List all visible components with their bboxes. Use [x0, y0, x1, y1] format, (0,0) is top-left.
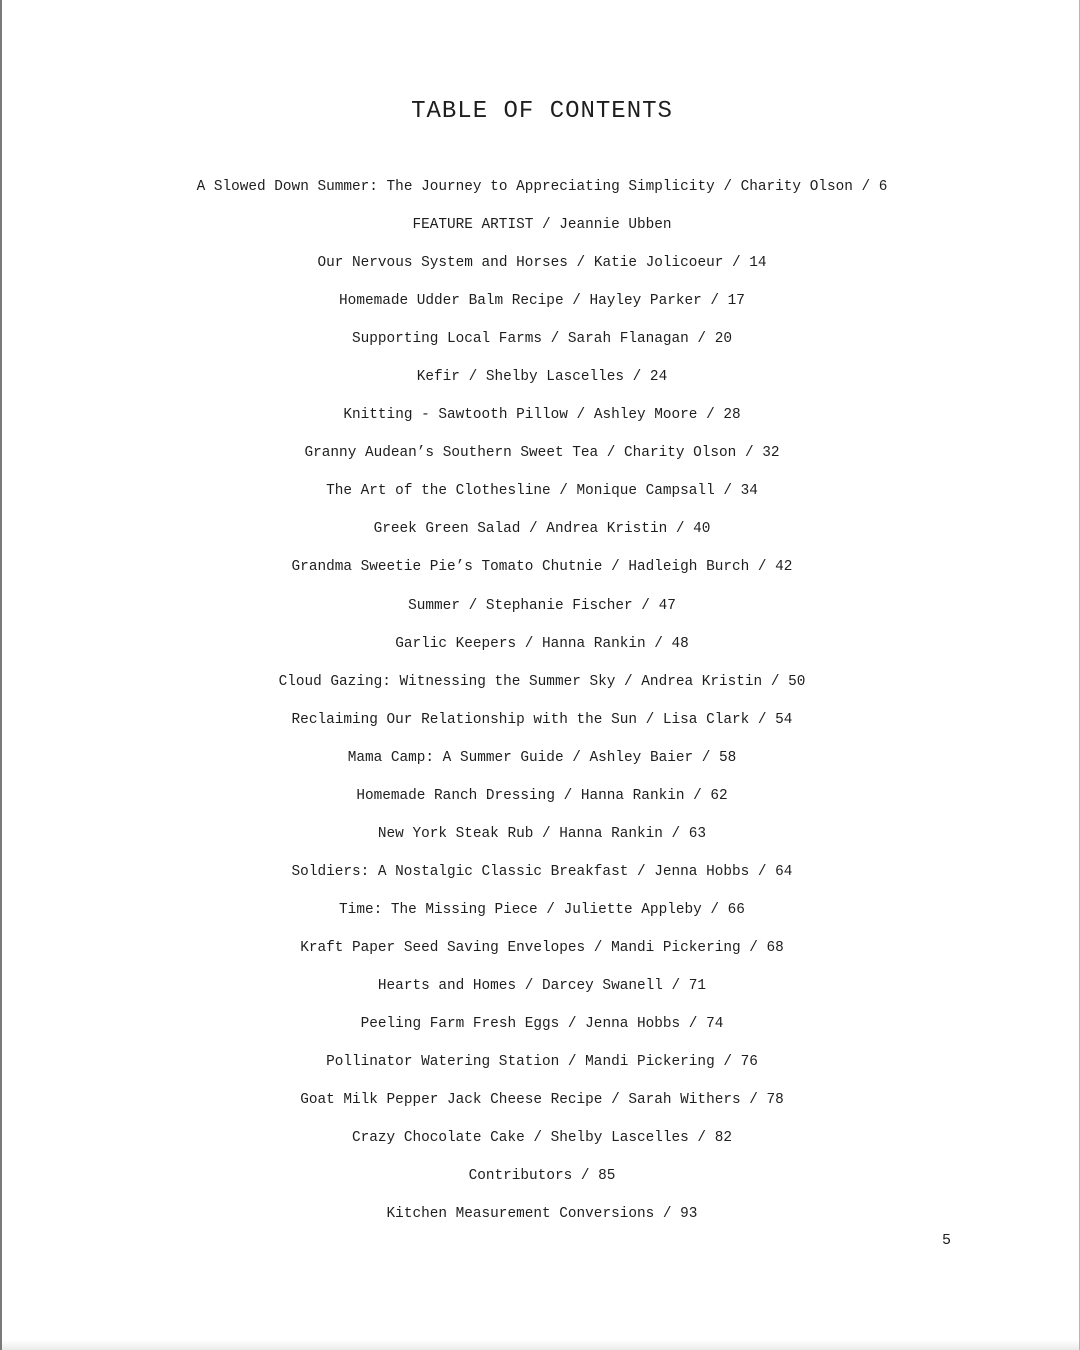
toc-entry: Hearts and Homes / Darcey Swanell / 71 — [377, 977, 707, 994]
page-bottom-shadow — [2, 1340, 1079, 1350]
toc-entry: Cloud Gazing: Witnessing the Summer Sky / Andrea Kristin / 50 — [278, 673, 806, 690]
page-title: TABLE OF CONTENTS — [411, 98, 673, 125]
toc-entry: Mama Camp: A Summer Guide / Ashley Baier / 58 — [347, 749, 737, 766]
toc-entry: The Art of the Clothesline / Monique Campsall / 34 — [326, 483, 758, 500]
toc-entry: Grandma Sweetie Pie’s Tomato Chutnie / Hadleigh Burch / 42 — [291, 559, 793, 576]
toc-entry: New York Steak Rub / Hanna Rankin / 63 — [377, 825, 707, 842]
toc-entry: Garlic Keepers / Hanna Rankin / 48 — [395, 635, 689, 652]
toc-entry: Supporting Local Farms / Sarah Flanagan / 20 — [352, 331, 732, 348]
toc-entry: Greek Green Salad / Andrea Kristin / 40 — [373, 521, 711, 538]
toc-entry: A Slowed Down Summer: The Journey to Appreciating Simplicity / Charity Olson / 6 — [196, 179, 888, 195]
toc-entry: Homemade Ranch Dressing / Hanna Rankin / 62 — [356, 787, 728, 804]
toc-entry: Crazy Chocolate Cake / Shelby Lascelles / 82 — [352, 1130, 732, 1147]
toc-entry: Contributors / 85 — [468, 1168, 616, 1185]
toc-entry: Kraft Paper Seed Saving Envelopes / Mandi Pickering / 68 — [300, 939, 784, 956]
toc-entry: Goat Milk Pepper Jack Cheese Recipe / Sarah Withers / 78 — [300, 1092, 784, 1109]
toc-entry: Reclaiming Our Relationship with the Sun / Lisa Clark / 54 — [291, 711, 793, 728]
page-number: 5 — [941, 1232, 951, 1249]
toc-entry: Peeling Farm Fresh Eggs / Jenna Hobbs / 74 — [360, 1016, 724, 1033]
toc-entry: Kitchen Measurement Conversions / 93 — [386, 1206, 698, 1223]
toc-entry: Summer / Stephanie Fischer / 47 — [408, 597, 676, 614]
toc-entry: Kefir / Shelby Lascelles / 24 — [416, 369, 668, 386]
toc-entry: Homemade Udder Balm Recipe / Hayley Parker / 17 — [339, 293, 745, 310]
toc-entry: Our Nervous System and Horses / Katie Jolicoeur / 14 — [317, 255, 767, 272]
toc-entry: Time: The Missing Piece / Juliette Appleby / 66 — [339, 901, 745, 918]
toc-entry: Granny Audean’s Southern Sweet Tea / Charity Olson / 32 — [304, 445, 780, 462]
toc-entry: FEATURE ARTIST / Jeannie Ubben — [412, 217, 672, 234]
toc-entry: Pollinator Watering Station / Mandi Pickering / 76 — [326, 1054, 758, 1071]
toc-list — [2, 168, 1080, 1233]
toc-entry: Soldiers: A Nostalgic Classic Breakfast / Jenna Hobbs / 64 — [291, 863, 793, 880]
toc-entry: Knitting - Sawtooth Pillow / Ashley Moore / 28 — [343, 407, 741, 424]
